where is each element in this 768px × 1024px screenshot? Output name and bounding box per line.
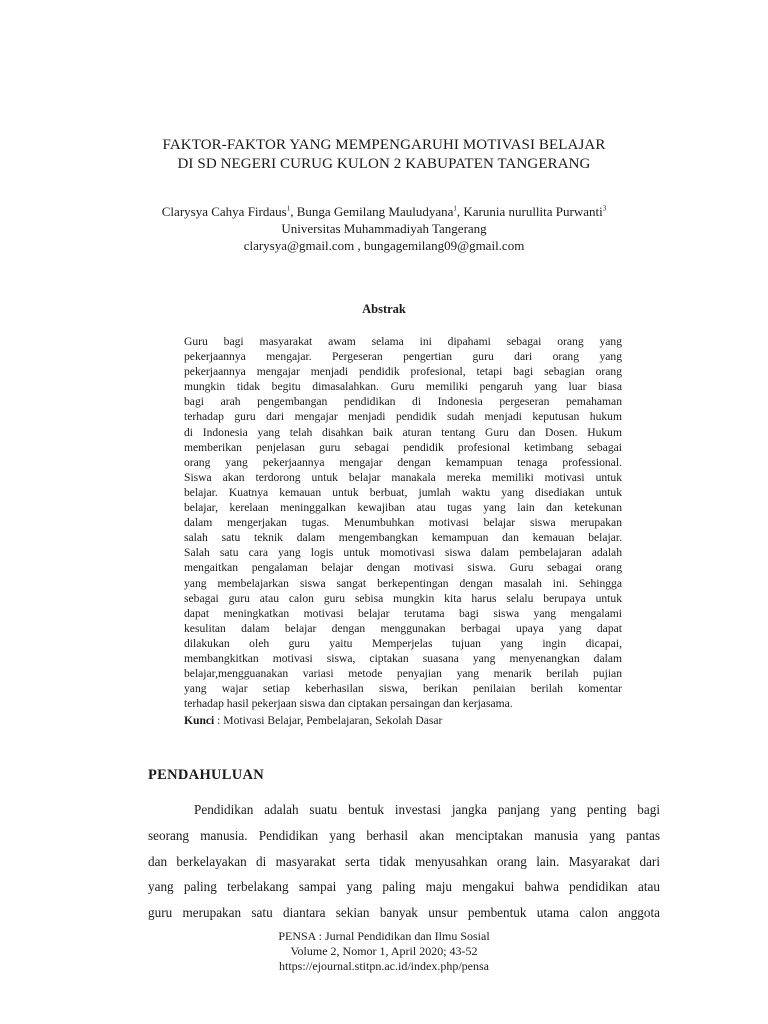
abstract-line: mengaitkan pengalaman belajar dengan motivasi siswa. Guru sebagai orang (184, 561, 622, 575)
author-affiliation: Universitas Muhammadiyah Tangerang (281, 221, 487, 236)
abstract-line: bagi arah pengembangan pendidikan di Indonesia pergeseran pemahaman (184, 395, 622, 409)
abstract-line: dilakukan oleh guru yaitu Memperjelas tujuan yang ingin dicapai, (184, 636, 622, 650)
author-names (60, 203, 708, 220)
abstract-line: di Indonesia yang telah disahkan baik aturan tentang Guru dan Dosen. Hukum (184, 425, 622, 439)
abstract-line: terhadap hasil pekerjaan siswa dan ciptakan persaingan dan kerjasama. (184, 697, 513, 711)
author-affiliation-mark: 1 (286, 204, 291, 213)
abstract-line: Guru bagi masyarakat awam selama ini dipahami sebagai orang yang (184, 335, 622, 348)
footer-url: https://ejournal.stitpn.ac.id/index.php/pensa (279, 959, 489, 974)
footer-journal-name: PENSA : Jurnal Pendidikan dan Ilmu Sosial (278, 929, 490, 943)
abstract-line: memberikan penjelasan guru sebagai pendidik profesional ketimbang sebagai (184, 440, 622, 454)
keywords (184, 713, 622, 728)
keywords-text: : Motivasi Belajar, Pembelajaran, Sekolah Dasar (214, 714, 443, 727)
abstract-line: membangkitkan motivasi siswa, ciptakan suasana yang menyenangkan dalam (184, 651, 622, 665)
abstract-line: salah satu teknik dalam mengembangkan kemampuan dan kemauan belajar. (184, 531, 622, 545)
abstract-body (184, 334, 622, 711)
keywords-label: Kunci (184, 714, 215, 727)
author-affiliation-mark: 1 (453, 204, 457, 213)
body-line: Pendidikan adalah suatu bentuk investasi jangka panjang yang penting bagi (194, 802, 660, 817)
abstract-line: orang yang pekerjaannya mengajar dengan kemampuan tenaga professional. (184, 455, 622, 469)
abstract-line: pekerjaannya mengajar menjadi pendidik profesional, tetapi bagi sebagian orang (184, 365, 622, 379)
author-block (60, 203, 708, 254)
author-name: Karunia nurullita Purwanti (463, 204, 603, 219)
body-line: yang paling terbelakang sampai yang paling maju mengakui bahwa pendidikan atau (148, 879, 660, 895)
abstract-line: Salah satu cara yang logis untuk momotivasi siswa dalam pembelajaran adalah (184, 546, 622, 560)
abstract-line: dapat meningkatkan motivasi belajar terutama bagi siswa yang mengalami (184, 606, 622, 620)
abstract-line: yang wajar setiap keberhasilan siswa, berikan penilaian berilah komentar (184, 682, 622, 696)
author-emails: clarysya@gmail.com , bungagemilang09@gmail.com (243, 238, 525, 253)
abstract-line: Siswa akan terdorong untuk belajar manakala mereka memiliki motivasi untuk (184, 470, 622, 484)
abstract-heading: Abstrak (362, 302, 406, 316)
body-line: dan berkelayakan di masyarakat serta tidak menyusahkan orang lain. Masyarakat dari (148, 853, 660, 869)
section-heading: PENDAHULUAN (148, 767, 265, 783)
author-separator: , (290, 204, 297, 219)
abstract-line: belajar, kerelaan meninggalkan kewajiban atau tugas yang lain dan ketekunan (184, 501, 622, 515)
body-line: seorang manusia. Pendidikan yang berhasil akan menciptakan manusia yang pantas (148, 827, 660, 843)
footer-volume: Volume 2, Nomor 1, April 2020; 43-52 (290, 944, 478, 959)
journal-footer (0, 929, 768, 975)
title-line-1: FAKTOR-FAKTOR YANG MEMPENGARUHI MOTIVASI BELAJAR (162, 137, 606, 153)
author-affiliation-mark: 3 (602, 204, 607, 213)
section-body (148, 797, 660, 926)
abstract-line: dalam mengerjakan tugas. Menumbuhkan motivasi belajar siswa merupakan (184, 516, 622, 530)
author-separator: , (456, 204, 464, 219)
paper-title (100, 136, 668, 174)
body-line: guru merupakan satu diantara sekian banyak unsur pembentuk utama calon anggota (148, 905, 660, 921)
abstract-line: belajar,mengguanakan variasi metode penyajian yang menarik berilah pujian (184, 667, 622, 681)
abstract-line: sebagai guru atau calon guru sebisa mungkin kita harus selalu berupaya untuk (184, 591, 622, 605)
abstract-line: kesulitan dalam belajar dengan menggunakan berbagai upaya yang dapat (184, 621, 622, 635)
abstract-line: belajar. Kuatnya kemauan untuk berbuat, jumlah waktu yang disediakan untuk (184, 485, 622, 499)
abstract-line: terhadap guru dari mengajar menjadi pendidik sudah menjadi keputusan hukum (184, 410, 622, 424)
title-line-2: DI SD NEGERI CURUG KULON 2 KABUPATEN TANGERANG (177, 156, 591, 172)
author-name: Bunga Gemilang Mauludyana (296, 204, 454, 219)
abstract-line: yang membelajarkan siswa sangat berkepentingan dengan masalah ini. Sehingga (184, 576, 622, 590)
author-name: Clarysya Cahya Firdaus (161, 204, 287, 219)
abstract-line: pekerjaannya mengajar. Pergeseran pengertian guru dari orang yang (184, 350, 622, 364)
abstract-line: mungkin tidak begitu dimasalahkan. Guru memiliki pengaruh yang luar biasa (184, 380, 622, 394)
